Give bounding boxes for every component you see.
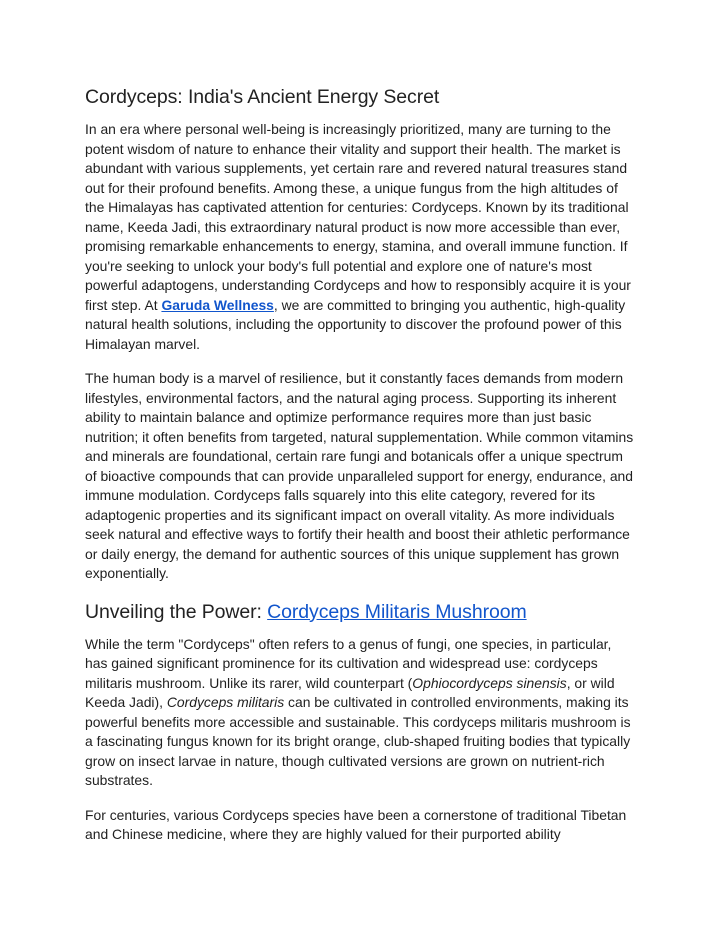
intro-text-before-link: In an era where personal well-being is increasingly prioritized, many are turning to the potent wisdom of nature to enhance their vitality and support their health. The market is abundant with various supplements, yet certain rare and revered natural treasures stand out for their profound benefits. Among these, a unique fungus from the high altitudes of the Himalayas has captivated attention for centuries: Cordyceps. Known by its traditional name, Keeda Jadi, this extraordinary natural product is now more accessible than ever, promising remarkable enhancements to energy, stamina, and overall immune function. If you're seeking to unlock your body's full potential and explore one of nature's most powerful adaptogens, understanding Cordyceps and how to responsibly acquire it is your first step. At	[85, 121, 631, 313]
species-name-italic: Ophiocordyceps sinensis	[412, 674, 567, 691]
intro-text-after-link: , we are committed to bringing you authentic, high-quality natural health solutions, including the opportunity to discover the profound power of this Himalayan marvel.	[85, 296, 626, 352]
section-heading-prefix: Unveiling the Power:	[85, 600, 268, 623]
section-text-part-1: While the term "Cordyceps" often refers to a genus of fungi, one species, in particular, has gained significant prominence for its cultivation and widespread use: cordyceps militaris mushroom. Unlike its rarer, wild counterpart (	[85, 635, 612, 691]
section-text-part-2: , or wild Keeda Jadi),	[85, 674, 615, 710]
section-heading	[85, 599, 637, 625]
cordyceps-militaris-link[interactable]: Cordyceps Militaris Mushroom	[267, 600, 527, 623]
section-text-part-3: can be cultivated in controlled environments, making its powerful benefits more accessible and sustainable. This cordyceps militaris mushroom is a fascinating fungus known for its bright orange, club-shaped fruiting bodies that typically grow on insect larvae in nature, though cultivated versions are grown on nutrient-rich substrates.	[85, 694, 631, 788]
species-name-italic-2: Cordyceps militaris	[166, 694, 285, 710]
document-page	[85, 84, 637, 860]
section-paragraph-1	[85, 635, 637, 791]
section-paragraph-2: For centuries, various Cordyceps species have been a cornerstone of traditional Tibetan and Chinese medicine, where they are highly valued for their purported ability	[85, 806, 627, 842]
article-title: Cordyceps: India's Ancient Energy Secret	[85, 86, 440, 108]
body-paragraph-2: The human body is a marvel of resilience, but it constantly faces demands from modern lifestyles, environmental factors, and the natural aging process. Supporting its inherent ability to maintain balance and optimize performance requires more than just basic nutrition; it often benefits from targeted, natural supplementation. While common vitamins and minerals are foundational, certain rare fungi and botanicals offer a unique spectrum of bioactive compounds that can provide unparalleled support for energy, endurance, and immune modulation. Cordyceps falls squarely into this elite category, revered for its adaptogenic properties and its significant impact on overall vitality. As more individuals seek natural and effective ways to fortify their health and boost their athletic performance or daily energy, the demand for authentic sources of this unique supplement has grown exponentially.	[85, 370, 634, 581]
garuda-wellness-link[interactable]: Garuda Wellness	[161, 296, 274, 313]
intro-paragraph	[85, 120, 637, 354]
